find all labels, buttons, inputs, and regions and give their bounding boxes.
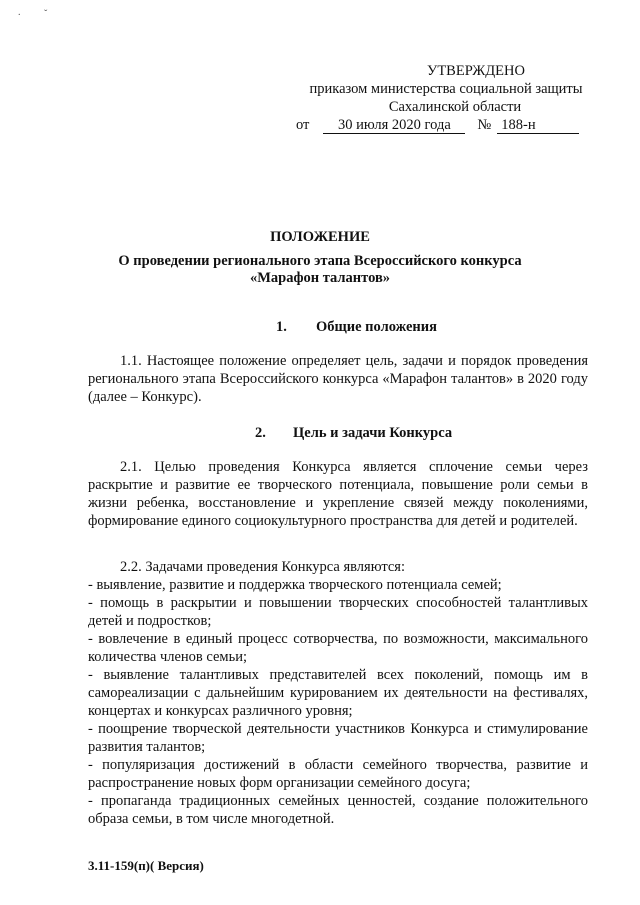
approval-title: УТВЕРЖДЕНО [427, 63, 525, 79]
scan-dot: . [18, 7, 21, 18]
approval-date-line [296, 116, 596, 134]
approval-line: Сахалинской области [388, 99, 522, 115]
approval-date: 30 июля 2020 года [323, 117, 465, 134]
number-label: № [477, 117, 492, 133]
document-subtitle: О проведении регионального этапа Всероссийского конкурса [118, 253, 522, 269]
document-subtitle: «Марафон талантов» [249, 270, 391, 286]
section-title: Цель и задачи Конкурса [293, 425, 453, 441]
approval-number: 188-н [497, 117, 579, 134]
list-item: - поощрение творческой деятельности участников Конкурса и стимулирование развития талантов; [88, 721, 588, 755]
paragraph-text: 1.1. Настоящее положение определяет цель, задачи и порядок проведения регионального этапа Всероссийского конкурса «Марафон талантов» в 2020 году (далее – Конкурс). [88, 353, 588, 405]
section-title: Общие положения [316, 319, 437, 335]
list-item: - помощь в раскрытии и повышении творческих способностей талантливых детей и подростков; [88, 595, 588, 629]
list-item: - пропаганда традиционных семейных ценностей, создание положительного образа семьи, в том числе многодетной. [88, 793, 588, 827]
approval-line: приказом министерства социальной защиты [309, 81, 583, 97]
list-item: - выявление талантливых представителей всех поколений, помощь им в самореализации с дальнейшим курированием их деятельности на фестивалях, концертах и конкурсах различного уровня; [88, 667, 588, 719]
from-label: от [296, 117, 310, 133]
paragraph-text: 2.2. Задачами проведения Конкурса являются: [120, 559, 405, 575]
paragraph [88, 352, 588, 406]
list-item: - вовлечение в единый процесс сотворчества, по возможности, максимального количества членов семьи; [88, 631, 588, 665]
document-title: ПОЛОЖЕНИЕ [270, 229, 370, 245]
paragraph [88, 458, 588, 530]
approval-block [296, 62, 596, 134]
paragraph-text: 2.1. Целью проведения Конкурса является сплочение семьи через раскрытие и развитие ее творческого потенциала, повышение роли семьи в жизни ребенка, восстановление и укрепление связей между поколениями, формирование единого социокультурного пространства для детей и родителей. [88, 459, 588, 529]
list-item: - выявление, развитие и поддержка творческого потенциала семей; [88, 577, 502, 593]
list-item: - популяризация достижений в области семейного творчества, развитие и распространение новых форм организации семейного досуга; [88, 757, 588, 791]
task-list [88, 558, 588, 828]
document-code: 3.11-159(п)( Версия) [88, 858, 204, 873]
scan-dot: ˇ [44, 9, 48, 20]
section-number: 2. [255, 425, 266, 441]
section-number: 1. [276, 319, 287, 335]
